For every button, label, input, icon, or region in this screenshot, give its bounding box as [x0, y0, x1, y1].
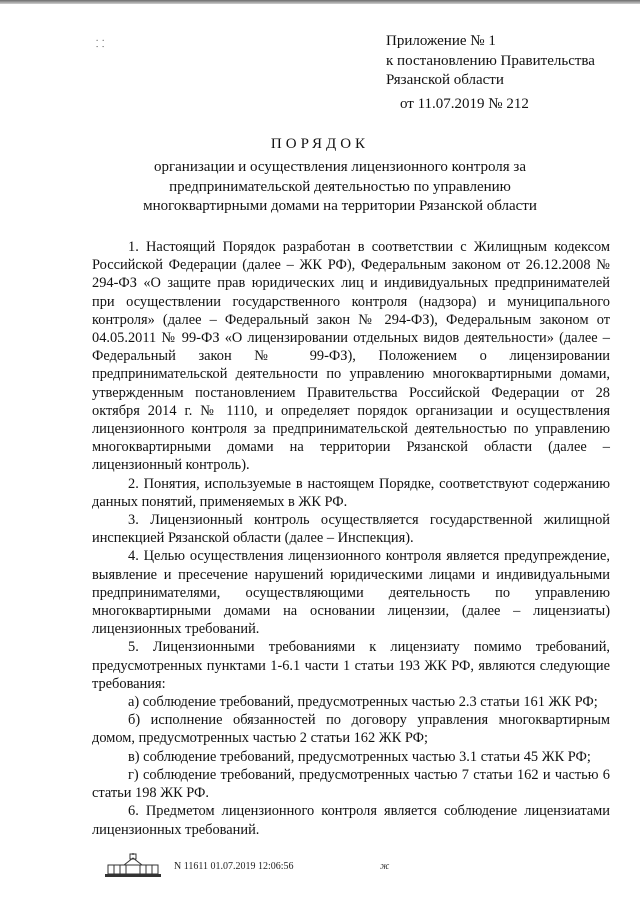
scan-edge — [0, 0, 640, 4]
appendix-line-2: к постановлению Правительства — [386, 52, 595, 69]
appendix-line-3: Рязанской области — [386, 72, 504, 88]
paragraph-5: 5. Лицензионными требованиями к лицензиату помимо требований, предусмотренных пунктами 1-6.1 части 1 статьи 193 ЖК РФ, являются следующие требования: — [92, 639, 610, 692]
appendix-date: от 11.07.2019 № 212 — [400, 96, 529, 112]
paragraph-3: 3. Лицензионный контроль осуществляется государственной жилищной инспекцией Рязанской области (далее – Инспекция). — [92, 512, 610, 547]
handwritten-mark: ж — [380, 861, 390, 872]
registration-footer — [104, 853, 294, 879]
document-subtitle: организации и осуществления лицензионного контроля за предпринимательской деятельностью по управлению многоквартирными домами на территории Рязанской области — [143, 159, 537, 214]
appendix-line-1: Приложение № 1 — [386, 33, 496, 49]
paragraph-4: 4. Целью осуществления лицензионного контроля является предупреждение, выявление и пресечение нарушений юридическими лицами и индивидуальными предпринимателями, осуществляющими деятельность по управлению многоквартирными домами на основании лицензии, (далее – лицензиаты) лицензионных требований. — [92, 548, 610, 638]
paragraph-5d: г) соблюдение требований, предусмотренных частью 7 статьи 162 и частью 6 статьи 198 ЖК РФ. — [92, 766, 610, 802]
paragraph-5a: а) соблюдение требований, предусмотренных частью 2.3 статьи 161 ЖК РФ; — [128, 694, 598, 711]
paragraph-1: 1. Настоящий Порядок разработан в соответствии с Жилищным кодексом Российской Федерации (далее – ЖК РФ), Федеральным законом от 26.12.2008 № 294-ФЗ «О защите прав юридических лиц и индивидуальных предпринимателей при осуществлении государственного контроля (надзора) и муниципального контроля» (далее – Федеральный закон № 294-ФЗ), Федеральным законом от 04.05.2011 № 99-ФЗ «О лицензировании отдельных видов деятельности» (далее – Федеральный закон № 99-ФЗ), Положением о лицензировании предпринимательской деятельности по управлению многоквартирными домами, утвержденным постановлением Правительства Российской Федерации от 28 октября 2014 г. № 1110, и определяет порядок организации и осуществления лицензионного контроля за предпринимательской деятельностью по управлению многоквартирными домами на территории Рязанской области (далее – лицензионный контроль). — [92, 239, 610, 474]
registration-stamp: N 11611 01.07.2019 12:06:56 — [174, 860, 294, 872]
paragraph-5b: б) исполнение обязанностей по договору управления многоквартирным домом, предусмотренных частью 2 статьи 162 ЖК РФ; — [92, 712, 610, 747]
paragraph-5c: в) соблюдение требований, предусмотренных частью 3.1 статьи 45 ЖК РФ; — [128, 748, 591, 765]
appendix-block — [386, 32, 595, 112]
paragraph-2: 2. Понятия, используемые в настоящем Порядке, соответствуют содержанию данных понятий, применяемых в ЖК РФ. — [92, 475, 610, 510]
document-body — [92, 238, 610, 839]
paragraph-6: 6. Предметом лицензионного контроля является соблюдение лицензиатами лицензионных требований. — [92, 803, 610, 838]
document-title: ПОРЯДОК — [270, 136, 370, 152]
scan-speck: ⸬ — [96, 39, 105, 50]
government-building-seal-icon — [104, 853, 162, 879]
